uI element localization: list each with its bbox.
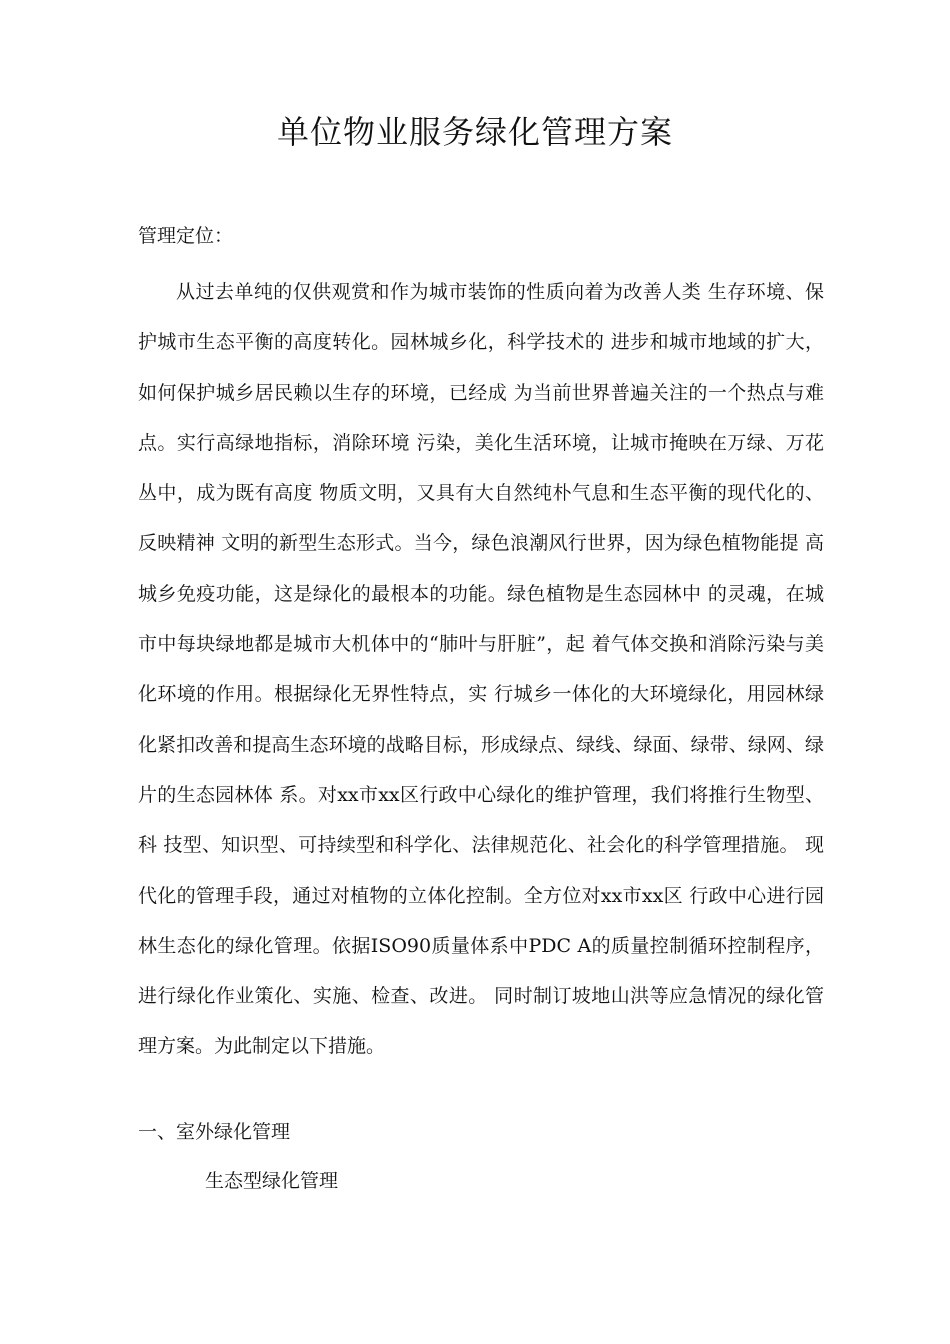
section-heading-outdoor-greening: 一、室外绿化管理	[138, 1121, 291, 1143]
subsection-heading-ecological-greening: 生态型绿化管理	[205, 1170, 339, 1192]
document-title: 单位物业服务绿化管理方案	[276, 113, 673, 151]
intro-paragraph: 从过去单纯的仅供观赏和作为城市装饰的性质向着为改善人类 生存环境、保护城市生态平衡的高度转化。园林城乡化，科学技术的 进步和城市地域的扩大，如何保护城乡居民赖以生存的环境，已经成 为当前世界普遍关注的一个热点与难点。实行高绿地指标，消除环境 污染，美化生活环境，让城市掩映在万绿、万花丛中，成为既有高度 物质文明，又具有大自然纯朴气息和生态平衡的现代化的、反映精神 文明的新型生态形式。当今，绿色浪潮风行世界，因为绿色植物能提 高城乡免疫功能，这是绿化的最根本的功能。绿色植物是生态园林中 的灵魂，在城市中每块绿地都是城市大机体中的“肺叶与肝脏”，起 着气体交换和消除污染与美化环境的作用。根据绿化无界性特点，实 行城乡一体化的大环境绿化，用园林绿化紧扣改善和提高生态环境的战略目标，形成绿点、绿线、绿面、绿带、绿网、绿片的生态园林体 系。对xx市xx区行政中心绿化的维护管理，我们将推行生物型、科 技型、知识型、可持续型和科学化、法律规范化、社会化的科学管理措施。 现代化的管理手段，通过对植物的立体化控制。全方位对xx市xx区 行政中心进行园林生态化的绿化管理。依据ISO90质量体系中PDC A的质量控制循环控制程序，进行绿化作业策化、实施、检查、改进。 同时制订坡地山洪等应急情况的绿化管理方案。为此制定以下措施。	[138, 281, 824, 1058]
positioning-label: 管理定位：	[138, 225, 234, 247]
